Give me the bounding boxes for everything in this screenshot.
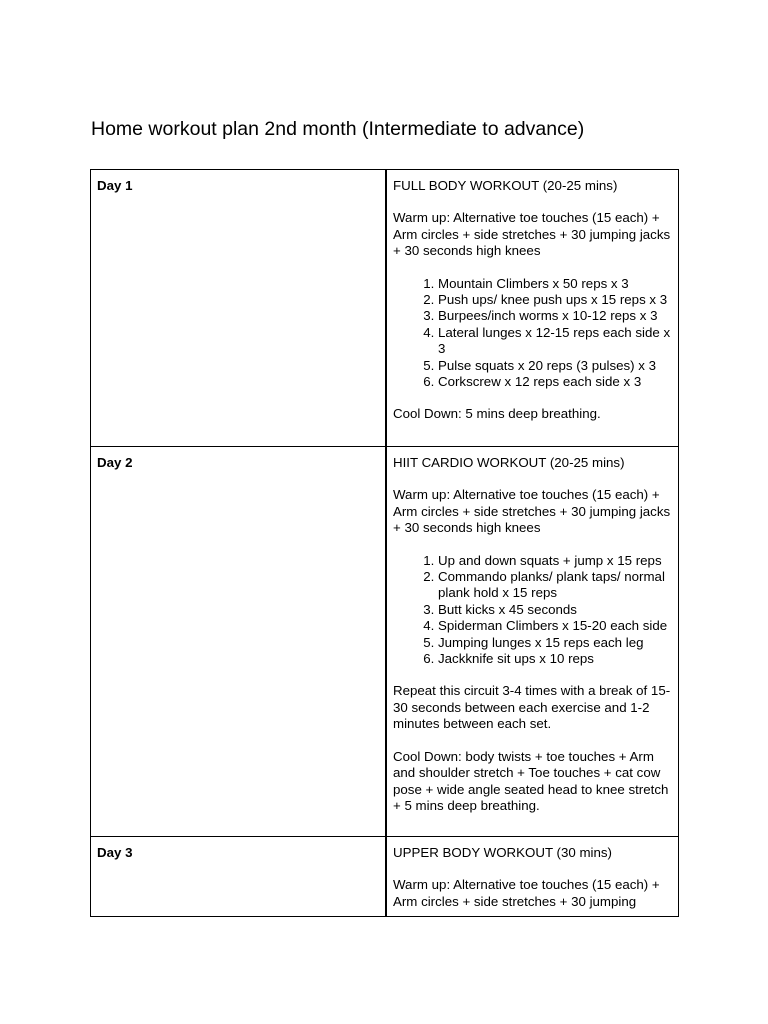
warmup-text: Warm up: Alternative toe touches (15 each) + Arm circles + side stretches + 30 jumping jacks + 30 seconds high knees — [393, 210, 671, 259]
day-label: Day 2 — [91, 447, 387, 837]
cooldown-text: Cool Down: 5 mins deep breathing. — [393, 406, 601, 422]
warmup-text: Warm up: Alternative toe touches (15 each) + Arm circles + side stretches + 30 jumping — [393, 877, 660, 909]
list-item: 4. Lateral lunges x 12-15 reps each side x 3 — [438, 325, 674, 358]
workout-heading: FULL BODY WORKOUT (20-25 mins) — [393, 178, 618, 193]
workout-heading: UPPER BODY WORKOUT (30 mins) — [393, 845, 612, 860]
day-content — [386, 837, 679, 917]
day-content — [386, 447, 679, 837]
list-item: 1. Mountain Climbers x 50 reps x 3 — [438, 276, 674, 292]
list-item: 1. Up and down squats + jump x 15 reps — [438, 553, 674, 569]
table-row — [91, 447, 679, 837]
list-item: 4. Spiderman Climbers x 15-20 each side — [438, 618, 674, 634]
warmup-text: Warm up: Alternative toe touches (15 each) + Arm circles + side stretches + 30 jumping jacks + 30 seconds high knees — [393, 487, 671, 536]
list-item: 6. Corkscrew x 12 reps each side x 3 — [438, 374, 674, 390]
day-label: Day 1 — [91, 170, 387, 447]
list-item: 2. Commando planks/ plank taps/ normal plank hold x 15 reps — [438, 569, 674, 602]
workout-plan-table — [90, 169, 679, 917]
table-row — [91, 170, 679, 447]
list-item: 2. Push ups/ knee push ups x 15 reps x 3 — [438, 292, 674, 308]
repeat-text: Repeat this circuit 3-4 times with a break of 15-30 seconds between each exercise and 1-2 minutes between each set. — [393, 683, 671, 732]
list-item: 3. Butt kicks x 45 seconds — [438, 602, 674, 618]
cooldown-text: Cool Down: body twists + toe touches + Arm and shoulder stretch + Toe touches + cat cow pose + wide angle seated head to knee stretch + 5 mins deep breathing. — [393, 748, 669, 813]
table-row — [91, 837, 679, 917]
list-item: 5. Pulse squats x 20 reps (3 pulses) x 3 — [438, 358, 674, 374]
list-item: 6. Jackknife sit ups x 10 reps — [438, 651, 674, 667]
document-title: Home workout plan 2nd month (Intermediate to advance) — [91, 118, 585, 140]
exercise-list — [393, 276, 674, 391]
day-content — [386, 170, 679, 447]
list-item: 3. Burpees/inch worms x 10-12 reps x 3 — [438, 308, 674, 324]
day-label: Day 3 — [91, 837, 387, 917]
workout-heading: HIIT CARDIO WORKOUT (20-25 mins) — [393, 455, 625, 470]
exercise-list — [393, 553, 674, 668]
list-item: 5. Jumping lunges x 15 reps each leg — [438, 635, 674, 651]
